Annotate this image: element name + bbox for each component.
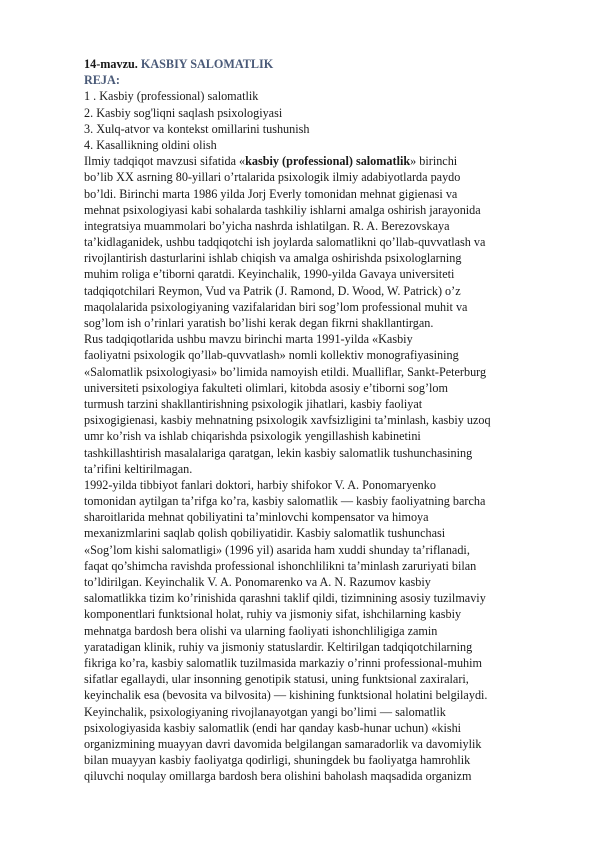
text-line: tashkillashtirish masalalariga qaratgan, lekin kasbiy salomatlik tushunchasining <box>84 445 473 460</box>
plan-item: 1 . Kasbiy (professional) salomatlik <box>84 89 259 104</box>
text-line: bilan muayyan kasbiy faoliyatga qodirligi, shuningdek bu faoliyatga hamrohlik <box>84 753 471 768</box>
text-line: 1992-yilda tibbiyot fanlari doktori, harbiy shifokor V. A. Ponomaryenko <box>84 477 436 492</box>
text-line: faoliyatni psixologik qo’llab-quvvatlash» nomli kollektiv monografiyasining <box>84 348 459 363</box>
text-line: komponentlari funktsional holat, ruhiy va jismoniy sifat, ishchilarning kasbiy <box>84 607 462 622</box>
text-line: umr ko’rish va ishlab chiqarishda psixologik yengillashish kabinetini <box>84 429 421 444</box>
text-line: keyinchalik esa (bevosita va bilvosita) — kishining funktsional holatini belgilaydi. <box>84 688 488 703</box>
text-line: muhim roliga e’tiborni qaratdi. Keyinchalik, 1990-yilda Gavaya universiteti <box>84 267 455 282</box>
intro-prefix: Ilmiy tadqiqot mavzusi sifatida « <box>84 154 246 169</box>
text-line: turmush tarzini shakllantirishning psixologik jihatlari, kasbiy faoliyat <box>84 396 423 411</box>
text-line: sifatlar egallaydi, ular insonning genotipik statusi, uning funktsional zaxiralari, <box>84 672 469 687</box>
topic-title: KASBIY SALOMATLIK <box>140 57 274 71</box>
text-line: bo’lib XX asrning 80-yillari o’rtalarida psixologik ilmiy adabiyotlarda paydo <box>84 170 461 185</box>
text-line: ta’kidlaganidek, ushbu tadqiqotchi ish joylarda salomatlikni qo’llab-quvvatlash va <box>84 235 486 250</box>
text-line: ta’rifini keltirilmagan. <box>84 461 193 476</box>
text-line: qiluvchi noqulay omillarga bardosh bera olishini baholash maqsadida organizm <box>84 769 472 784</box>
text-line: «Sog’lom kishi salomatligi» (1996 yil) asarida ham xuddi shunday ta’riflanadi, <box>84 542 470 557</box>
text-line: tadqiqotchilari Reymon, Vud va Patrik (J. Ramond, D. Wood, W. Patrick) o’z <box>84 283 461 298</box>
text-line: mexanizmlarini saqlab qolish qobiliyatidir. Kasbiy salomatlik tushunchasi <box>84 526 446 541</box>
plan-label: REJA: <box>84 73 120 88</box>
plan-item: 4. Kasallikning oldini olish <box>84 137 217 152</box>
text-line: Rus tadqiqotlarida ushbu mavzu birinchi marta 1991-yilda «Kasbiy <box>84 332 413 347</box>
text-line: organizmining muayyan davri davomida belgilangan samaradorlik va davomiylik <box>84 736 482 751</box>
text-line: mehnat psixologiyasi kabi sohalarda tashkiliy ishlarni amalga oshirish jarayonida <box>84 202 481 217</box>
topic-number: 14-mavzu. <box>84 57 138 71</box>
text-line: faqat qo’shimcha ravishda professional ishonchlilikni ta’minlash zaruriyati bilan <box>84 558 477 573</box>
text-line: sog’lom ish o’rinlari yaratish bo’lishi kerak degan fikrni shakllantirgan. <box>84 316 434 330</box>
text-line: salomatlikka tizim ko’rinishida qarashni taklif qildi, tizimnining asosiy tuzilmaviy <box>84 591 486 606</box>
document-page <box>84 56 564 784</box>
text-line: sharoitlarida mehnat qobiliyatini ta’minlovchi kompensator va himoya <box>84 510 429 525</box>
text-line: rivojlantirish dasturlarini ishlab chiqish va amalga oshirishda psixologlarning <box>84 251 462 266</box>
intro-term: kasbiy (professional) salomatlik <box>245 154 411 169</box>
text-line: mehnatga bardosh bera olishi va ularning faoliyati ishonchliligiga zamin <box>84 623 438 638</box>
text-line: universiteti psixologiya fakulteti olimlari, kitobda asosiy e’tiborni sog’lom <box>84 380 448 395</box>
text-line: integratsiya muammolari bo’yicha nashrda ishlatilgan. R. A. Berezovskaya <box>84 218 450 233</box>
text-line: fikriga ko’ra, kasbiy salomatlik tuzilmasida markaziy o’rinni professional-muhim <box>84 655 483 670</box>
text-line: to’ldirilgan. Keyinchalik V. A. Ponomarenko va A. N. Razumov kasbiy <box>84 575 431 589</box>
text-line: Keyinchalik, psixologiyaning rivojlanayotgan yangi bo’limi — salomatlik <box>84 704 446 719</box>
plan-item: 2. Kasbiy sog'liqni saqlash psixologiyasi <box>84 105 283 120</box>
intro-suffix: » birinchi <box>410 154 458 169</box>
text-line: bo’ldi. Birinchi marta 1986 yilda Jorj Everly tomonidan mehnat gigienasi va <box>84 186 458 201</box>
text-line: psixologiyasida kasbiy salomatlik (endi har qanday kasb-hunar uchun) «kishi <box>84 720 462 735</box>
text-line: maqolalarida psixologiyaning vazifalaridan biri sog’lom professional muhit va <box>84 299 468 314</box>
plan-item: 3. Xulq-atvor va kontekst omillarini tushunish <box>84 121 310 136</box>
text-line: psixogigienasi, kasbiy mehnatning psixologik xavfsizligini ta’minlash, kasbiy uzoq <box>84 413 491 428</box>
text-line: yaratadigan klinik, ruhiy va jismoniy statuslardir. Keltirilgan tadqiqotchilarning <box>84 639 473 654</box>
text-line: tomonidan aytilgan ta’rifga ko’ra, kasbiy salomatlik — kasbiy faoliyatning barcha <box>84 494 486 509</box>
intro-line <box>84 153 564 169</box>
topic-heading <box>84 56 564 72</box>
text-line: «Salomatlik psixologiyasi» bo’limida namoyish etildi. Mualliflar, Sankt-Peterburg <box>84 364 487 379</box>
body-text <box>84 169 564 784</box>
